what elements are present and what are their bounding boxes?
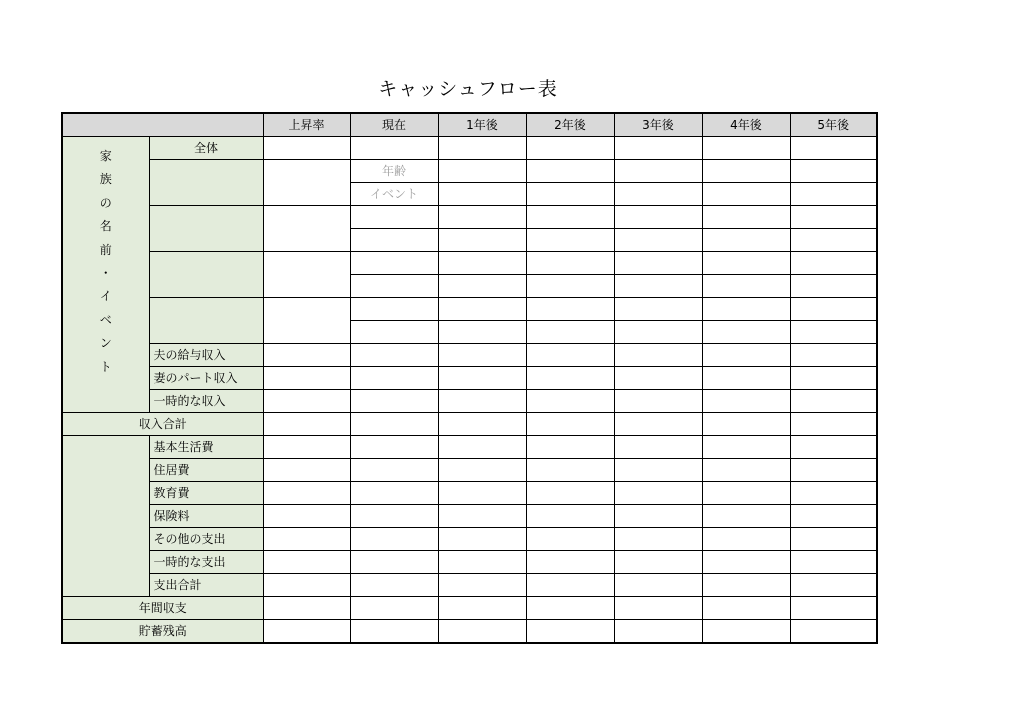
header-current: 現在 — [350, 113, 438, 137]
table-row — [62, 160, 877, 183]
expense-label: 一時的な支出 — [149, 551, 263, 574]
header-corner — [62, 113, 263, 137]
vertical-char: 名 — [99, 219, 112, 234]
table-cell[interactable] — [790, 620, 877, 644]
header-row — [62, 113, 877, 137]
table-cell[interactable] — [614, 482, 702, 505]
table-cell[interactable] — [702, 620, 790, 644]
table-cell[interactable] — [526, 413, 614, 436]
table-cell[interactable] — [614, 206, 702, 229]
table-cell[interactable] — [350, 298, 438, 321]
table-cell[interactable] — [350, 344, 438, 367]
table-cell[interactable] — [263, 367, 350, 390]
table-cell[interactable] — [702, 160, 790, 183]
table-cell[interactable] — [263, 459, 350, 482]
table-cell[interactable] — [790, 597, 877, 620]
table-row — [62, 206, 877, 229]
table-cell[interactable] — [263, 390, 350, 413]
table-cell[interactable] — [790, 413, 877, 436]
table-row — [62, 344, 877, 367]
table-cell[interactable] — [702, 459, 790, 482]
table-cell[interactable] — [350, 551, 438, 574]
table-cell[interactable] — [526, 528, 614, 551]
table-cell[interactable] — [614, 436, 702, 459]
table-cell[interactable] — [438, 344, 526, 367]
vertical-char: ト — [99, 359, 112, 374]
table-cell[interactable] — [438, 574, 526, 597]
table-cell[interactable] — [263, 528, 350, 551]
savings-balance-label: 貯蓄残高 — [62, 620, 263, 644]
family-vertical-label — [62, 137, 149, 413]
table-cell[interactable] — [526, 137, 614, 160]
table-cell[interactable] — [790, 206, 877, 229]
table-cell[interactable] — [614, 344, 702, 367]
table-cell[interactable] — [350, 413, 438, 436]
table-cell[interactable] — [790, 367, 877, 390]
table-cell[interactable] — [350, 229, 438, 252]
table-cell[interactable] — [438, 298, 526, 321]
table-cell[interactable] — [350, 436, 438, 459]
table-cell[interactable] — [526, 206, 614, 229]
table-cell[interactable] — [263, 620, 350, 644]
vertical-char: 前 — [99, 242, 112, 257]
table-cell[interactable] — [702, 252, 790, 275]
table-cell[interactable] — [702, 321, 790, 344]
vertical-char: ・ — [99, 266, 112, 281]
page-title: キャッシュフロー表 — [378, 78, 558, 100]
table-row — [62, 137, 877, 160]
table-cell[interactable] — [614, 137, 702, 160]
table-cell[interactable] — [350, 505, 438, 528]
income-total-label: 収入合計 — [62, 413, 263, 436]
table-cell[interactable] — [350, 482, 438, 505]
member-rate-cell[interactable] — [263, 252, 350, 298]
table-cell[interactable] — [790, 390, 877, 413]
table-cell[interactable] — [790, 436, 877, 459]
table-cell[interactable] — [438, 229, 526, 252]
expense-label: 基本生活費 — [149, 436, 263, 459]
table-cell[interactable] — [614, 459, 702, 482]
table-cell[interactable] — [526, 367, 614, 390]
table-cell[interactable] — [526, 436, 614, 459]
member-name-cell[interactable] — [149, 206, 263, 252]
table-cell[interactable] — [438, 459, 526, 482]
expense-total-label: 支出合計 — [149, 574, 263, 597]
table-row — [62, 298, 877, 321]
table-row — [62, 252, 877, 275]
member-name-cell[interactable] — [149, 252, 263, 298]
table-cell[interactable] — [526, 344, 614, 367]
table-cell[interactable] — [614, 321, 702, 344]
table-cell[interactable] — [526, 574, 614, 597]
table-cell[interactable] — [438, 183, 526, 206]
header-rate: 上昇率 — [263, 113, 350, 137]
table-cell[interactable] — [526, 321, 614, 344]
vertical-char: 家 — [99, 149, 112, 163]
table-cell[interactable] — [526, 459, 614, 482]
table-cell[interactable] — [614, 551, 702, 574]
table-cell[interactable] — [614, 367, 702, 390]
table-cell[interactable] — [790, 528, 877, 551]
member-name-cell[interactable] — [149, 298, 263, 344]
total-label: 全体 — [149, 137, 263, 160]
header-year-2: 2年後 — [526, 113, 614, 137]
table-cell[interactable] — [790, 229, 877, 252]
table-cell[interactable] — [438, 390, 526, 413]
header-year-4: 4年後 — [702, 113, 790, 137]
table-cell[interactable] — [263, 344, 350, 367]
table-cell[interactable] — [438, 137, 526, 160]
table-cell[interactable] — [526, 390, 614, 413]
table-cell[interactable] — [614, 229, 702, 252]
member-rate-cell[interactable] — [263, 298, 350, 344]
table-cell[interactable] — [790, 183, 877, 206]
table-cell[interactable] — [702, 229, 790, 252]
table-cell[interactable] — [702, 367, 790, 390]
table-cell[interactable] — [702, 482, 790, 505]
table-cell[interactable] — [526, 183, 614, 206]
table-cell[interactable] — [350, 321, 438, 344]
table-cell[interactable] — [438, 620, 526, 644]
table-cell[interactable] — [438, 436, 526, 459]
member-rate-cell[interactable] — [263, 160, 350, 206]
income-label: 一時的な収入 — [149, 390, 263, 413]
table-cell[interactable] — [438, 482, 526, 505]
header-year-1: 1年後 — [438, 113, 526, 137]
vertical-char: の — [99, 195, 112, 210]
expense-label: 保険料 — [149, 505, 263, 528]
table-cell[interactable] — [702, 183, 790, 206]
event-placeholder[interactable]: イベント — [350, 183, 438, 206]
table-cell[interactable] — [350, 574, 438, 597]
table-cell[interactable] — [614, 252, 702, 275]
table-cell[interactable] — [526, 160, 614, 183]
table-cell[interactable] — [790, 459, 877, 482]
table-cell[interactable] — [790, 298, 877, 321]
income-label: 夫の給与収入 — [149, 344, 263, 367]
table-cell[interactable] — [614, 390, 702, 413]
table-cell[interactable] — [438, 252, 526, 275]
expense-label: 住居費 — [149, 459, 263, 482]
member-name-cell[interactable] — [149, 160, 263, 206]
table-cell[interactable] — [526, 551, 614, 574]
table-cell[interactable] — [790, 252, 877, 275]
table-cell[interactable] — [614, 574, 702, 597]
table-cell[interactable] — [438, 551, 526, 574]
table-cell[interactable] — [790, 482, 877, 505]
table-cell[interactable] — [526, 298, 614, 321]
table-cell[interactable] — [702, 597, 790, 620]
table-row — [62, 436, 877, 459]
table-cell[interactable] — [438, 505, 526, 528]
table-cell[interactable] — [350, 275, 438, 298]
table-cell[interactable] — [702, 436, 790, 459]
table-cell[interactable] — [438, 528, 526, 551]
table-cell[interactable] — [438, 206, 526, 229]
table-cell[interactable] — [702, 206, 790, 229]
table-cell[interactable] — [263, 574, 350, 597]
table-cell[interactable] — [614, 597, 702, 620]
table-cell[interactable] — [702, 298, 790, 321]
table-cell[interactable] — [702, 528, 790, 551]
table-cell[interactable] — [526, 505, 614, 528]
table-cell[interactable] — [350, 528, 438, 551]
header-year-5: 5年後 — [790, 113, 877, 137]
table-cell[interactable] — [702, 344, 790, 367]
table-cell[interactable] — [614, 298, 702, 321]
vertical-char: イ — [99, 289, 112, 304]
table-cell[interactable] — [350, 206, 438, 229]
table-cell[interactable] — [790, 344, 877, 367]
member-rate-cell[interactable] — [263, 206, 350, 252]
annual-balance-label: 年間収支 — [62, 597, 263, 620]
table-cell[interactable] — [702, 413, 790, 436]
table-cell[interactable] — [790, 321, 877, 344]
table-cell[interactable] — [263, 413, 350, 436]
table-cell[interactable] — [614, 413, 702, 436]
table-cell[interactable] — [790, 137, 877, 160]
table-cell[interactable] — [790, 505, 877, 528]
table-cell[interactable] — [438, 275, 526, 298]
table-cell[interactable] — [702, 137, 790, 160]
table-cell[interactable] — [350, 367, 438, 390]
income-label: 妻のパート収入 — [149, 367, 263, 390]
table-cell[interactable] — [526, 229, 614, 252]
table-cell[interactable] — [790, 275, 877, 298]
table-cell[interactable] — [350, 252, 438, 275]
table-row — [62, 505, 877, 528]
table-cell[interactable] — [438, 413, 526, 436]
table-cell[interactable] — [702, 390, 790, 413]
table-cell[interactable] — [350, 390, 438, 413]
table-row — [62, 390, 877, 413]
table-cell[interactable] — [790, 574, 877, 597]
table-cell[interactable] — [350, 137, 438, 160]
table-cell[interactable] — [702, 275, 790, 298]
cash-flow-table — [61, 112, 878, 644]
table-cell[interactable] — [263, 505, 350, 528]
table-cell[interactable] — [263, 551, 350, 574]
vertical-char: 族 — [99, 172, 112, 187]
table-row — [62, 620, 877, 644]
table-cell[interactable] — [526, 252, 614, 275]
table-row — [62, 574, 877, 597]
table-row — [62, 413, 877, 436]
table-cell[interactable] — [438, 597, 526, 620]
table-cell[interactable] — [614, 160, 702, 183]
age-placeholder[interactable]: 年齢 — [350, 160, 438, 183]
table-cell[interactable] — [614, 528, 702, 551]
table-cell[interactable] — [263, 597, 350, 620]
table-row — [62, 459, 877, 482]
table-cell[interactable] — [702, 574, 790, 597]
table-cell[interactable] — [526, 482, 614, 505]
expense-group-cell — [62, 436, 149, 597]
table-row — [62, 528, 877, 551]
table-cell[interactable] — [790, 551, 877, 574]
table-row — [62, 482, 877, 505]
table-cell[interactable] — [438, 321, 526, 344]
table-cell[interactable] — [263, 137, 350, 160]
table-cell[interactable] — [350, 620, 438, 644]
table-cell[interactable] — [526, 275, 614, 298]
expense-label: 教育費 — [149, 482, 263, 505]
table-row — [62, 551, 877, 574]
expense-label: その他の支出 — [149, 528, 263, 551]
table-cell[interactable] — [526, 620, 614, 644]
table-row — [62, 597, 877, 620]
table-cell[interactable] — [438, 367, 526, 390]
table-cell[interactable] — [614, 183, 702, 206]
table-cell[interactable] — [614, 620, 702, 644]
table-cell[interactable] — [263, 482, 350, 505]
table-cell[interactable] — [263, 436, 350, 459]
table-cell[interactable] — [350, 597, 438, 620]
table-cell[interactable] — [702, 505, 790, 528]
table-cell[interactable] — [438, 160, 526, 183]
table-cell[interactable] — [350, 459, 438, 482]
table-cell[interactable] — [702, 551, 790, 574]
vertical-char: ベ — [99, 312, 112, 327]
table-cell[interactable] — [614, 505, 702, 528]
table-cell[interactable] — [526, 597, 614, 620]
table-cell[interactable] — [790, 160, 877, 183]
vertical-char: ン — [99, 336, 112, 351]
table-row — [62, 367, 877, 390]
header-year-3: 3年後 — [614, 113, 702, 137]
table-cell[interactable] — [614, 275, 702, 298]
